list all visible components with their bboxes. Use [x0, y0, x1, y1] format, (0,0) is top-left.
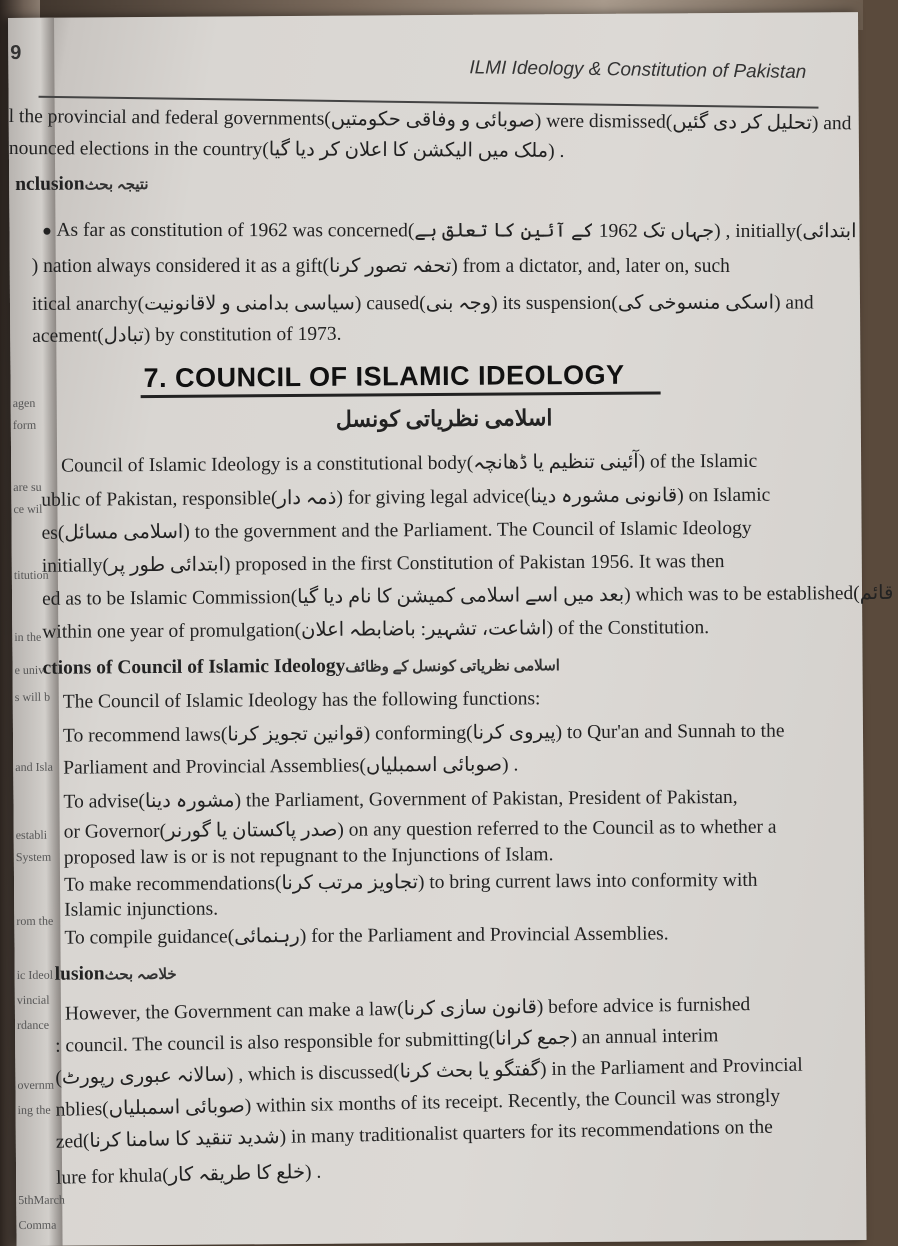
heading-urdu: اسلامی نظریاتی کونسل کے وظائف: [345, 658, 560, 676]
book-page: [8, 12, 894, 1246]
margin-word: are su: [13, 479, 42, 494]
heading-urdu: نتیجہ بحث: [84, 177, 149, 194]
text-line: To make recommendations(تجاویز مرتب کرنا) to bring current laws into conformity with: [63, 869, 758, 896]
bullet-icon: [43, 228, 50, 235]
text-line: ) nation always considered it as a gift(تحفہ تصور کرنا) from a dictator, and, later on, such: [31, 255, 730, 277]
text-line: To compile guidance(رہنمائی) for the Parliament and Provincial Assemblies.: [64, 923, 669, 949]
functions-heading: [42, 654, 560, 680]
text-line: To advise(مشورہ دینا) the Parliament, Government of Pakistan, President of Pakistan,: [63, 786, 738, 813]
margin-word: overnm: [17, 1077, 55, 1092]
text-line: zed(شدید تنقید کا سامنا کرنا) in many traditionalist quarters for its recommendations on the: [55, 1116, 774, 1153]
heading-en: nclusion: [15, 173, 85, 195]
text-line: Islamic injunctions.: [64, 898, 219, 921]
margin-word: and Isla: [15, 759, 53, 774]
text-line: Council of Islamic Ideology is a constitutional body(آئینی تنظیم یا ڈھانچہ) of the Islamic: [61, 450, 758, 477]
text-line: lure for khula(خلع کا طریقہ کار) .: [55, 1161, 322, 1189]
margin-word: ing the: [17, 1102, 51, 1117]
text-line: acement(تبادل) by constitution of 1973.: [32, 323, 342, 347]
text-line: : council. The council is also responsible for submitting(جمع کرانا) an annual interim: [55, 1025, 719, 1057]
page-content: [8, 12, 894, 1246]
margin-word: agen: [12, 395, 36, 410]
text-line: (سالانہ عبوری رپورٹ) , which is discussed(گفتگو یا بحث کرنا) in the Parliament and Provincial: [55, 1054, 803, 1089]
text-line: ublic of Pakistan, responsible(ذمہ دار) for giving legal advice(قانونی مشورہ دینا) on Islamic: [41, 484, 771, 511]
margin-word: form: [12, 417, 37, 432]
conclusion-heading: [55, 963, 177, 986]
margin-word: rdance: [16, 1017, 50, 1032]
margin-word: vincial: [16, 992, 50, 1007]
page-number: 9: [10, 41, 22, 64]
text-line: The Council of Islamic Ideology has the following functions:: [62, 688, 541, 713]
section-title: 7. COUNCIL OF ISLAMIC IDEOLOGY: [143, 359, 625, 394]
heading-en: lusion: [54, 963, 105, 985]
text-line: ed as to be Islamic Commission(بعد میں اسے اسلامی کمیشن کا نام دیا گیا) which was to be established(قائم: [41, 582, 894, 610]
text-line: [43, 218, 856, 243]
text-line: within one year of promulgation(اشاعت، تشہیر: باضابطہ اعلان) of the Constitution.: [42, 617, 710, 643]
text-line: es(اسلامی مسائل) to the government and the Parliament. The Council of Islamic Ideology: [41, 517, 752, 544]
heading-urdu: خلاصہ بحث: [104, 966, 177, 984]
margin-word: 5thMarch: [18, 1192, 65, 1207]
text-line: To recommend laws(قوانین تجویز کرنا) conforming(پیروی کرنا) to Qur'an and Sunnah to the: [62, 720, 785, 747]
margin-word: e univ: [14, 662, 45, 677]
margin-word: ic Ideol: [16, 967, 54, 982]
text-line: Parliament and Provincial Assemblies(صوبائی اسمبلیاں) .: [63, 754, 519, 779]
running-header: ILMI Ideology & Constitution of Pakistan: [469, 57, 807, 83]
text-line: l the provincial and federal governments(صوبائی و وفاقی حکومتیں) were dismissed(تحلیل کر دی گئیں) and: [8, 105, 852, 135]
text-line: or Governor(صدر پاکستان یا گورنر) on any question referred to the Council as to whether a: [63, 816, 777, 843]
margin-word: ce wil: [13, 501, 43, 516]
conclusion-heading: [15, 173, 149, 196]
text-line: nblies(صوبائی اسمبلیاں) within six months of its receipt. Recently, the Council was strongly: [55, 1085, 781, 1121]
margin-word: Comma: [18, 1217, 57, 1232]
margin-word: establi: [15, 827, 48, 842]
heading-en: ctions of Council of Islamic Ideology: [42, 655, 346, 679]
margin-word: s will b: [14, 689, 51, 704]
margin-word: titution: [13, 567, 49, 582]
line-text: As far as constitution of 1962 was concerned(جہاں تک 1962 کے آئین کا تعلق ہے) , initially(ابتدائی: [56, 219, 857, 243]
text-line: initially(ابتدائی طور پر) proposed in the first Constitution of Pakistan 1956. It was then: [41, 551, 725, 577]
section-title-urdu: اسلامی نظریاتی کونسل: [335, 405, 553, 432]
margin-word: in the: [14, 629, 42, 644]
margin-word: rom the: [16, 913, 54, 928]
text-line: proposed law is or is not repugnant to the Injunctions of Islam.: [63, 844, 554, 869]
margin-word: System: [15, 849, 52, 864]
text-line: itical anarchy(سیاسی بدامنی و لاقانونیت) caused(وجہ بنی) its suspension(اسکی منسوخی کی) and: [31, 292, 814, 315]
text-line: However, the Government can make a law(قانون سازی کرنا) before advice is furnished: [64, 994, 751, 1025]
text-line: nounced elections in the country(ملک میں الیکشن کا اعلان کر دیا گیا) .: [8, 137, 565, 162]
